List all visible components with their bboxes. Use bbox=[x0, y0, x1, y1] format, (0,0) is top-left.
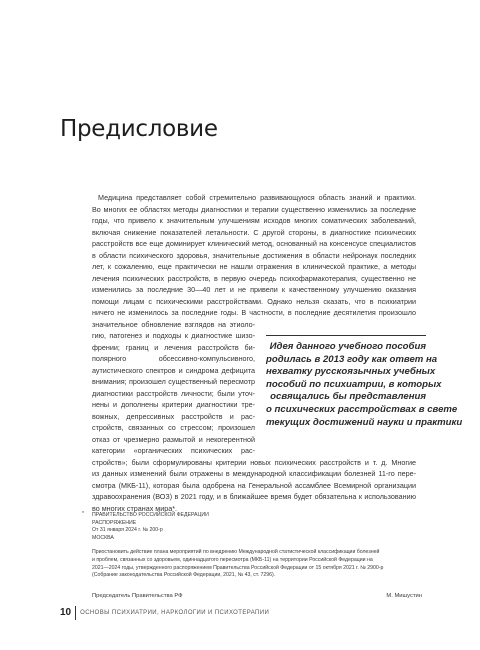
quote-line: Идея данного учебного пособия bbox=[269, 341, 426, 352]
footnote-header bbox=[92, 512, 422, 542]
body-paragraph-tail bbox=[92, 457, 416, 515]
footnote-line: (Собрание законодательства Российской Федерации, 2021, № 43, ст. 7296). bbox=[92, 572, 276, 579]
pull-quote bbox=[266, 335, 463, 429]
text-line: значительное обновление взглядов на этиоло- bbox=[92, 319, 255, 329]
body-paragraph-full bbox=[92, 192, 416, 319]
footnote-line: Приостановить действие плана мероприятий по внедрению Международной статистической классификации болезней bbox=[92, 549, 380, 556]
text-line: стройств, связанных со стрессом; произошел bbox=[92, 423, 255, 432]
text-line: Медицина представляет собой стремительно развивающуюся область знаний и практики. bbox=[98, 193, 416, 202]
footnote-body bbox=[92, 549, 422, 579]
quote-line: освящались бы представления bbox=[270, 391, 426, 403]
signature-line bbox=[92, 593, 422, 599]
chapter-title: Предисловие bbox=[60, 116, 218, 142]
pull-quote-text bbox=[266, 341, 463, 429]
text-line: Во многих ее областях методы диагностики и терапии существенно изменились за последние bbox=[92, 204, 416, 214]
quote-line: текущих достижений науки и практики bbox=[266, 416, 463, 428]
text-line: гию, патогенез и подходы к диагностике шизо- bbox=[92, 331, 255, 340]
page-number: 10 bbox=[60, 606, 76, 620]
text-line: лет, к сожалению, еще практически не нашли отражения в клинической практике, а методы bbox=[92, 262, 416, 271]
signer-name: М. Мишустин bbox=[386, 593, 422, 599]
signer-title: Председатель Правительства РФ bbox=[92, 593, 183, 599]
footnote-header-line: РАСПОРЯЖЕНИЕ bbox=[92, 519, 137, 526]
text-line: включая снижение показателей летальности. С другой стороны, в диагностике психических bbox=[92, 227, 416, 237]
footnote-header-line: От 31 января 2024 г. № 200-р bbox=[92, 527, 163, 534]
text-line: стройств»; были сформулированы критерии новых психических расстройств и т. д. Многие bbox=[92, 457, 416, 467]
text-line: внимания; произошел существенный пересмотр bbox=[92, 377, 255, 386]
text-line: смотра (МКБ-11), которая была одобрена на Генеральной ассамблее Всемирной организации bbox=[92, 480, 416, 490]
quote-line: о психических расстройствах в свете bbox=[266, 403, 458, 415]
text-line: френии; границ и лечения расстройств би- bbox=[92, 342, 255, 352]
footnote-header-line: МОСКВА bbox=[92, 534, 114, 541]
quote-line: пособий по психиатрии, в которых bbox=[266, 378, 442, 390]
text-line: вожных, депрессивных расстройств и рас- bbox=[92, 411, 255, 421]
footnote bbox=[82, 511, 422, 580]
text-line: во многих странах мира*. bbox=[92, 503, 178, 513]
running-head: ОСНОВЫ ПСИХИАТРИИ, НАРКОЛОГИИ И ПСИХОТЕРАПИИ bbox=[80, 610, 270, 616]
quote-line: нехватку русскоязычных учебных bbox=[266, 366, 436, 378]
text-line: ничего не изменилось за последние годы. В частности, в последние десятилетия произошло bbox=[92, 308, 416, 317]
text-line: аутистического спектров и синдрома дефицита bbox=[92, 365, 255, 375]
text-line: лечения психических расстройств, в первую очередь психофармакотерапия, существенно не bbox=[92, 273, 416, 283]
text-line: помощи лицам с психическими расстройствами. Однако нельзя сказать, что в психиатрии bbox=[92, 296, 416, 306]
text-line: полярного обсессивно-компульсивного, bbox=[92, 354, 255, 363]
text-line: в области психического здоровья, значительные достижения в области нейронаук последних bbox=[92, 250, 416, 260]
text-line: категории «органических психических рас- bbox=[92, 446, 255, 455]
quote-line: родилась в 2013 году как ответ на bbox=[266, 353, 438, 365]
footnote-marker: * bbox=[82, 511, 84, 517]
page-footer bbox=[60, 605, 269, 621]
footnote-line: и проблем, связанных со здоровьем, одиннадцатого пересмотра (МКБ-11) на территории Российской Федерации на bbox=[92, 556, 373, 563]
text-line: из данных изменений были отражены в международной классификации болезней 11-го пере- bbox=[92, 469, 416, 478]
text-line: расстройств все еще доминирует клинический метод, основанный на консенсусе специалистов bbox=[92, 239, 416, 248]
text-line: нены и дополнены критерии диагностики тре- bbox=[92, 400, 255, 409]
text-line: годы, что привело к значительным улучшениям исходов многих соматических заболеваний, bbox=[92, 216, 416, 225]
footnote-header-line: ПРАВИТЕЛЬСТВО РОССИЙСКОЙ ФЕДЕРАЦИИ bbox=[92, 512, 209, 518]
text-line: изменились за последние 30—40 лет и не привели к качественному улучшению оказания bbox=[92, 285, 416, 294]
text-line: здравоохранения (ВОЗ) в 2021 году, и в ближайшее время будет обязательна к использованию bbox=[92, 492, 416, 501]
text-line: отказ от чрезмерно размытой и некогерентной bbox=[92, 434, 255, 444]
footnote-line: 2021—2024 годы, утвержденного распоряжением Правительства Российской Федерации от 15 октября 2021 г. № 2900-р bbox=[92, 564, 384, 571]
text-line: диагностики расстройств личности; были уточ- bbox=[92, 388, 255, 398]
